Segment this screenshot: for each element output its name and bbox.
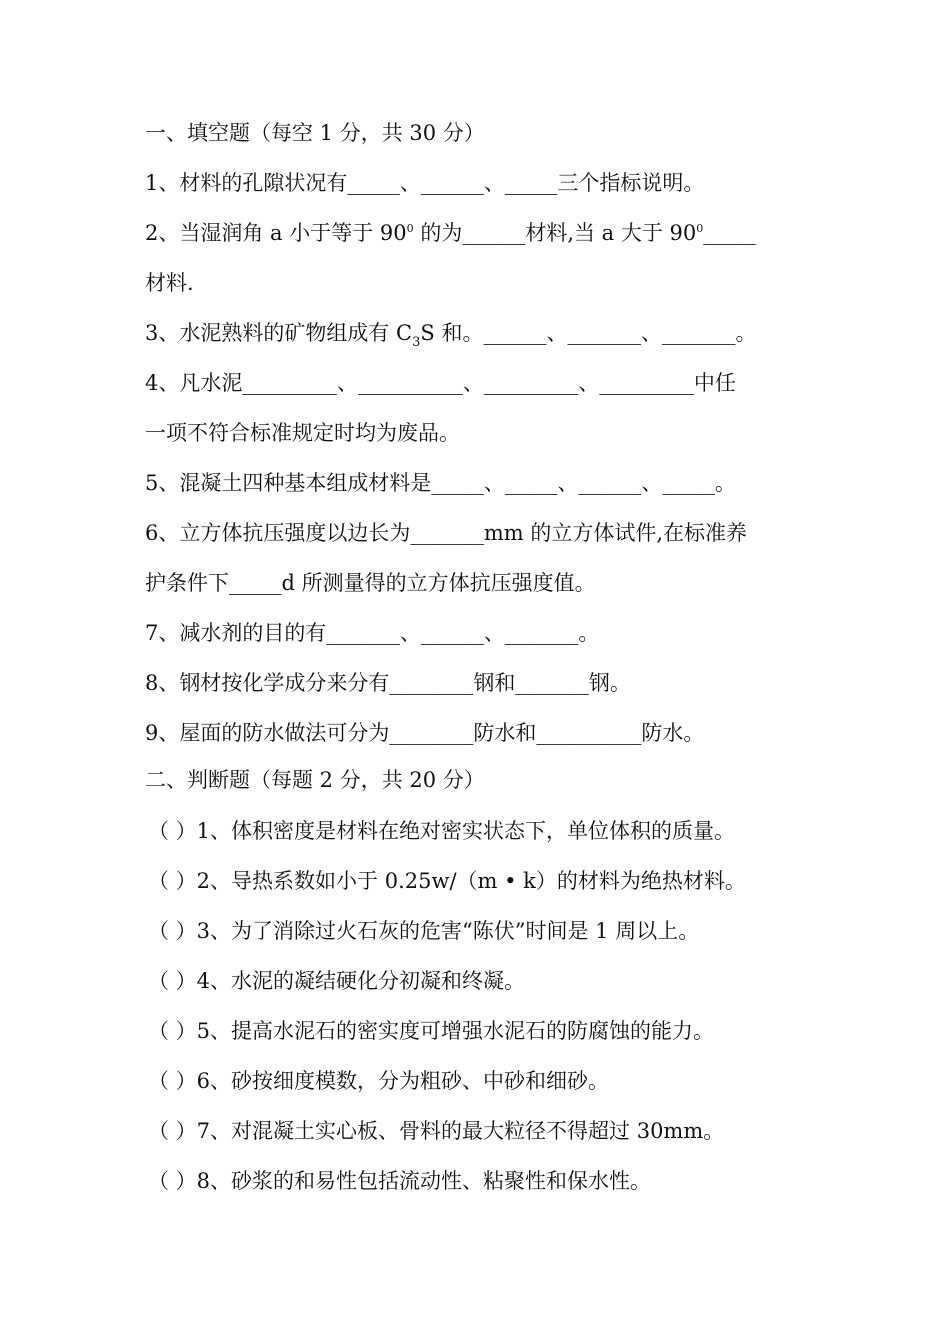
question-2-text-c: _____: [703, 221, 756, 245]
question-4-continuation: 一项不符合标准规定时均为废品。: [145, 421, 460, 445]
judgment-item-2: （ ）2、导热系数如小于 0.25w/（m • k）的材料为绝热材料。: [148, 869, 746, 893]
question-1: 1、材料的孔隙状况有_____、______、_____三个指标说明。: [145, 171, 705, 195]
question-9: 9、屋面的防水做法可分为________防水和__________防水。: [145, 721, 705, 745]
judgment-item-5: （ ）5、提高水泥石的密实度可增强水泥石的防腐蚀的能力。: [148, 1019, 715, 1043]
question-8: 8、钢材按化学成分来分有________钢和_______钢。: [145, 671, 631, 695]
judgment-item-1: （ ）1、体积密度是材料在绝对密实状态下，单位体积的质量。: [148, 819, 736, 843]
judgment-item-4: （ ）4、水泥的凝结硬化分初凝和终凝。: [148, 969, 526, 993]
question-5: 5、混凝土四种基本组成材料是_____、_____、______、_____。: [145, 471, 736, 495]
section1-title: 一、填空题（每空 1 分，共 30 分）: [145, 121, 485, 145]
question-3-text-a: 3、水泥熟料的矿物组成有 C: [145, 321, 413, 345]
question-3: [145, 318, 815, 348]
judgment-item-8: （ ）8、砂浆的和易性包括流动性、粘聚性和保水性。: [148, 1169, 652, 1193]
question-2-text-b: 的为______材料,当 a 大于 90: [413, 221, 697, 245]
question-2-superscript-b: 0: [696, 222, 704, 235]
judgment-item-7: （ ）7、对混凝土实心板、骨料的最大粒径不得超过 30mm。: [148, 1119, 725, 1143]
question-3-text-b: S 和。______、_______、_______。: [420, 321, 757, 345]
question-6: 6、立方体抗压强度以边长为_______mm 的立方体试件,在标准养: [145, 521, 748, 545]
question-6-continuation: 护条件下_____d 所测量得的立方体抗压强度值。: [145, 571, 596, 595]
question-7: 7、减水剂的目的有_______、______、_______。: [145, 621, 600, 645]
question-2-text-a: 2、当湿润角 a 小于等于 90: [145, 221, 407, 245]
judgment-item-6: （ ）6、砂按细度模数，分为粗砂、中砂和细砂。: [148, 1069, 610, 1093]
section2-title: 二、判断题（每题 2 分，共 20 分）: [145, 768, 485, 792]
question-3-subscript: 3: [412, 335, 421, 348]
question-2-continuation: 材料.: [145, 271, 194, 295]
question-2: [145, 218, 815, 248]
question-2-superscript-a: 0: [406, 222, 414, 235]
question-4: 4、凡水泥_________、__________、_________、_________中任: [145, 371, 736, 395]
judgment-item-3: （ ）3、为了消除过火石灰的危害“陈伏”时间是 1 周以上。: [148, 919, 700, 943]
